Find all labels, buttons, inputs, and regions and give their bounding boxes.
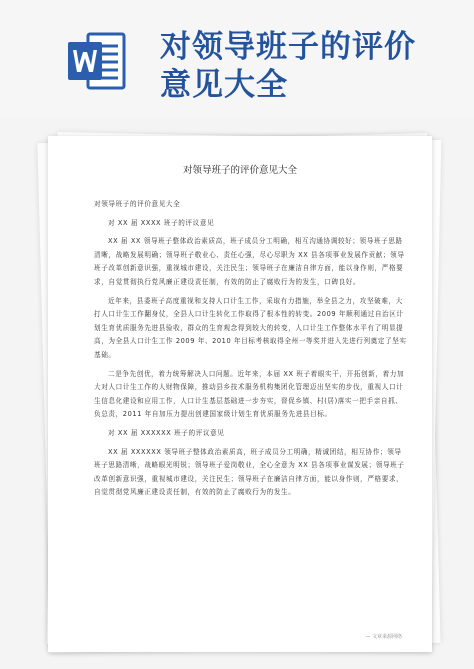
header-title [160, 28, 460, 104]
document-footer: — 文章来源网络 [365, 634, 402, 640]
document-paragraph: XX 届 XXXXXX 领导班子整体政治素质高，班子成员分工明确，精诚团结，相互协作；领导班子思路清晰，战略眼光明锐；领导班子爱岗敬业，全心全意为 XX 县各项事业谋发展；领导班子改革创新意识强，重视城市建设，关注民生；领导班子在廉洁自律方面，能以身作则，严格要求，自觉贯彻党风廉正建设责任制，有效的防止了腐败行为的发生。 [94, 447, 405, 497]
header-title-line-1: 对领导班子的评价 [160, 29, 416, 65]
document-section-heading: 对 XX 届 XXXX 班子的评议意见 [108, 218, 215, 227]
document-title: 对领导班子的评价意见大全 [182, 165, 297, 176]
document-body [94, 198, 408, 500]
header-title-line-2: 意见大全 [160, 67, 288, 103]
document-paragraph: 近年来，县委班子高度重视和支持人口计生工作，采取有力措施，举全县之力，攻坚破难，大打人口计生工作翻身仗，全县人口计生转化工作取得了根本性的转变。2009 年顺利通过自治区计划生育优质服务先进县验收，群众的生育观念得到较大的转变，人口计生工作整体水平有了明显提高，为全县人口计生工作 2009 年、2010 年目标考核取得全州一等奖并进入先进行列奠定了坚实基础。 [94, 296, 407, 359]
header-banner [0, 0, 474, 118]
document-page [48, 136, 432, 652]
document-paragraph: 对领导班子的评价意见大全 [94, 200, 181, 208]
word-document-icon [66, 30, 128, 92]
document-paragraph: XX 届 XX 领导班子整体政治素质高，班子成员分工明确，相互沟通协调较好；领导班子思路清晰，战略发展明确；领导班子敬业心、责任心强，尽心尽职为 XX 县各项事业发展作贡献；领导班子改革创新意识强，重视城市建设，关注民生；领导班子在廉洁自律方面，能以身作则，严格要求，自觉贯彻执行党风廉正建设责任制，有效的防止了腐败行为的发生，口碑良好。 [94, 237, 405, 286]
document-section-heading: 对 XX 届 XXXXXX 班子的评议意见 [108, 428, 225, 437]
document-paragraph: 二是争先创优，着力统筹解决人口问题。近年来，本届 XX 班子着眼实干，开拓创新，着力加大对人口计生工作的人财物保障，推动县乡技术服务机构集团化管理迈出坚实的步伐，重视人口计生信息化建设和应用工作，人口计生基层基础进一步夯实，督促乡镇、村(居)落实一把手亲自抓、负总责，2011 年自加压力提出创建国家级计划生育优质服务先进县目标。 [94, 369, 405, 419]
